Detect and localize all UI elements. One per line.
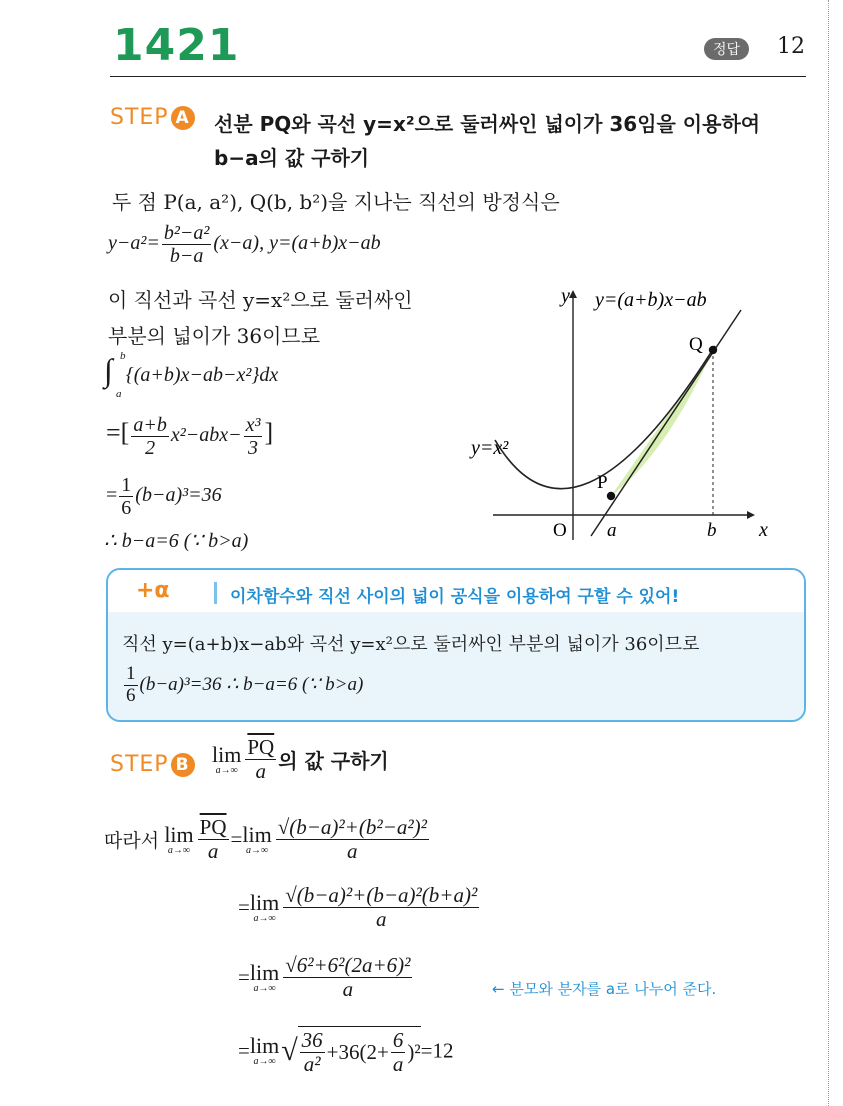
step-b-lim-sub: a→∞	[215, 764, 238, 776]
row4-eq: =	[238, 1038, 250, 1063]
step-b-title-text: 의 값 구하기	[278, 749, 389, 774]
origin-label: O	[553, 520, 567, 541]
line7-den: 6	[121, 497, 132, 519]
step-a-title-line2: b−a의 값 구하기	[214, 146, 370, 170]
work-b-lim2	[249, 889, 280, 924]
line6-frac1	[131, 414, 169, 459]
work-b-lim1	[242, 821, 272, 856]
integral-upper: b	[120, 350, 126, 362]
lim2-word: lim	[249, 889, 280, 915]
lim3-word: lim	[249, 959, 280, 985]
point-p-dot	[607, 492, 615, 500]
work-b-prefix: 따라서	[104, 830, 160, 853]
tip-divider	[214, 582, 217, 604]
frac3-den: a	[342, 977, 354, 1002]
lim1-sub: a→∞	[245, 844, 269, 856]
line6-mid: x²−abx−	[170, 424, 242, 447]
row2-eq: =	[238, 895, 250, 920]
lim1-word: lim	[242, 821, 272, 847]
step-a-letter: A	[171, 106, 195, 130]
y-axis-label: y	[561, 285, 570, 307]
step-a-label	[110, 105, 195, 130]
point-q-label: Q	[689, 334, 703, 355]
frac0-num: $\overline{PQ}$	[199, 815, 227, 839]
step-b-frac	[245, 736, 276, 783]
row1-eq: =	[230, 827, 243, 852]
line7-num: 1	[121, 474, 132, 496]
frac4a	[300, 1029, 325, 1076]
step-a-text: STEP	[110, 105, 169, 130]
tip-title: 이차함수와 직선 사이의 넓이 공식을 이용하여 구할 수 있어!	[230, 587, 680, 607]
work-a-line1: 두 점 P(a, a²), Q(b, b²)을 지나는 직선의 방정식은	[112, 190, 560, 214]
x-axis-label: x	[759, 519, 768, 541]
work-a-line6	[106, 414, 273, 459]
work-b-row4	[238, 1026, 453, 1076]
work-a-line7	[106, 474, 222, 519]
step-a-title-line1: 선분 PQ와 곡선 y=x²으로 둘러싸인 넓이가 36임을 이용하여	[214, 112, 761, 136]
step-b-label	[110, 752, 195, 777]
sqrt-sign-icon: √	[281, 1034, 298, 1068]
tip-frac	[124, 664, 138, 707]
frac0-den: a	[207, 839, 219, 864]
work-a-line2	[108, 222, 381, 267]
line2-num: b²−a²	[163, 222, 210, 244]
row3-eq: =	[238, 965, 250, 990]
work-b-lim4	[250, 1035, 279, 1067]
frac3-num: √6²+6²(2a+6)²	[285, 953, 411, 977]
tip-plus-alpha-icon: +α	[136, 578, 170, 603]
row4-end: )²	[407, 1040, 421, 1065]
sqrt-body	[298, 1026, 421, 1076]
header-rule	[110, 76, 806, 77]
work-a-line3: 이 직선과 곡선 y=x²으로 둘러싸인	[108, 288, 413, 312]
line2-rest: (x−a), y=(a+b)x−ab	[213, 232, 381, 255]
lim4-word: lim	[249, 1033, 280, 1059]
line7-rest: (b−a)³=36	[135, 484, 222, 507]
lim2-sub: a→∞	[253, 912, 276, 924]
tip-line2	[122, 664, 363, 707]
tip-num: 1	[126, 663, 136, 684]
line6-den1: 2	[145, 437, 156, 459]
line6-frac2	[244, 414, 263, 459]
tip-line1: 직선 y=(a+b)x−ab와 곡선 y=x²으로 둘러싸인 부분의 넓이가 36이므로	[122, 634, 700, 655]
point-p-label: P	[597, 472, 608, 493]
step-b-num: $\overline{PQ}$	[247, 735, 275, 759]
row4-result: =12	[420, 1038, 454, 1063]
frac4a-den: a²	[303, 1052, 321, 1077]
step-b-lim	[212, 741, 242, 776]
work-b-frac3	[283, 954, 412, 1001]
side-note: ← 분모와 분자를 a로 나누어 준다.	[492, 980, 717, 998]
tick-b-label: b	[707, 520, 717, 541]
lim0-word: lim	[164, 821, 194, 847]
frac4a-num: 36	[301, 1028, 323, 1052]
line2-den: b−a	[169, 245, 204, 267]
lim4-sub: a→∞	[253, 1056, 276, 1068]
answer-badge: 정답	[704, 38, 749, 60]
frac1-den: a	[347, 839, 358, 864]
work-a-line8: ∴ b−a=6 (∵ b>a)	[104, 530, 249, 552]
step-b-letter: B	[171, 753, 195, 777]
step-b-title	[212, 736, 389, 783]
line6-den2: 3	[248, 437, 259, 459]
work-b-lim0	[164, 821, 194, 856]
tip-den: 6	[126, 684, 136, 706]
line6-close: ]	[264, 418, 274, 448]
work-b-frac1	[276, 816, 429, 863]
work-a-line4: 부분의 넓이가 36이므로	[108, 324, 321, 348]
x-axis-arrow	[747, 511, 755, 519]
page-edge-divider	[828, 0, 829, 1106]
line6-num1: a+b	[133, 414, 167, 436]
line6-num2: x³	[245, 414, 261, 436]
frac4b-num: 6	[392, 1028, 404, 1052]
problem-number: 1421	[113, 20, 240, 71]
lim0-sub: a→∞	[167, 844, 191, 856]
work-b-row3	[238, 954, 414, 1001]
parabola-curve	[495, 346, 715, 489]
step-b-lim-word: lim	[212, 741, 242, 767]
integral-body: {(a+b)x−ab−x²}dx	[125, 364, 279, 386]
work-a-line5	[104, 352, 278, 398]
line7-frac	[119, 474, 133, 519]
work-b-row2	[238, 884, 481, 931]
parabola-graph	[455, 278, 775, 548]
line2-lhs: y−a²=	[108, 232, 160, 255]
frac2-den: a	[375, 907, 387, 932]
tip-line2-rest: (b−a)³=36 ∴ b−a=6 (∵ b>a)	[139, 673, 364, 695]
frac4b	[391, 1029, 406, 1076]
row4-mid: +36(2+	[326, 1040, 389, 1065]
curve-label: y=x²	[471, 437, 509, 459]
work-b-frac2	[283, 884, 479, 931]
lim3-sub: a→∞	[253, 982, 276, 994]
line2-fraction	[162, 222, 212, 267]
step-b-den: a	[255, 759, 267, 784]
step-b-text: STEP	[110, 752, 169, 777]
frac1-num: √(b−a)²+(b²−a²)²	[277, 815, 427, 839]
integral-lower: a	[116, 388, 122, 400]
line6-open: =[	[106, 418, 130, 448]
point-q-dot	[709, 346, 717, 354]
secant-line	[591, 310, 741, 536]
work-b-lim3	[249, 959, 280, 994]
line-label: y=(a+b)x−ab	[595, 289, 707, 311]
frac2-num: √(b−a)²+(b−a)²(b+a)²	[285, 883, 478, 907]
y-axis-arrow	[569, 290, 577, 298]
work-b-row1	[104, 816, 431, 863]
line7-eq: =	[106, 484, 118, 507]
integral-sign: ∫	[104, 352, 113, 388]
answer-value: 12	[777, 34, 805, 59]
frac4b-den: a	[392, 1052, 404, 1077]
work-b-frac0	[198, 816, 229, 863]
tick-a-label: a	[607, 520, 617, 541]
